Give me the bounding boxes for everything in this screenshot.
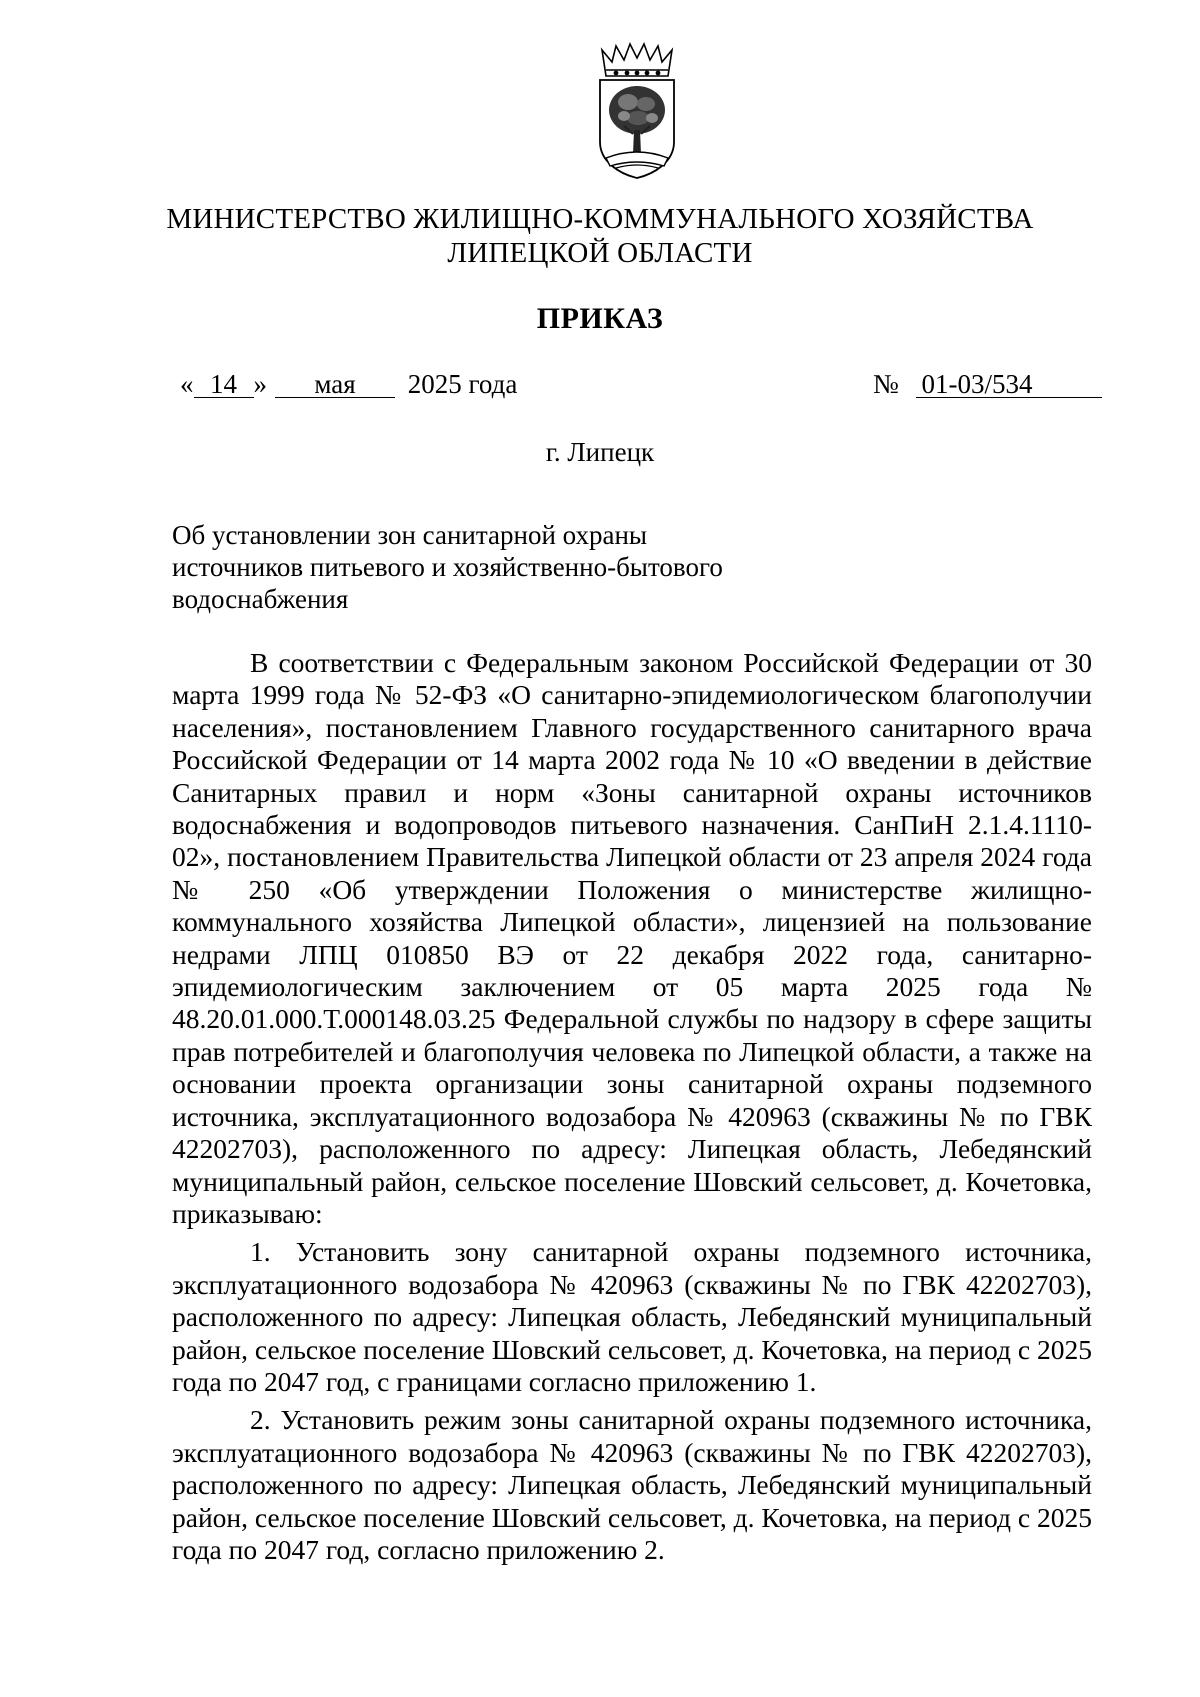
- date-day: 14: [194, 371, 254, 398]
- ministry-name-line1: МИНИСТЕРСТВО ЖИЛИЩНО-КОММУНАЛЬНОГО ХОЗЯЙСТВА: [166, 203, 1034, 235]
- date-year: 2025 года: [407, 369, 518, 399]
- subject-line1: Об установлении зон санитарной охраны: [172, 520, 648, 550]
- subject-line3: водоснабжения: [172, 584, 349, 614]
- ministry-name-line2: ЛИПЕЦКОЙ ОБЛАСТИ: [447, 237, 753, 269]
- crown-icon: [602, 44, 672, 76]
- subject-line2: источников питьевого и хозяйственно-бытового: [172, 552, 723, 582]
- ministry-header: [0, 202, 1200, 270]
- order-date: [180, 369, 517, 400]
- order-item-2: 2. Установить режим зоны санитарной охраны подземного источника, эксплуатационного водозабора № 420963 (скважины № по ГВК 42202703), расположенного по адресу: Липецкая область, Лебедянский муниципальный район, сельское поселение Шовский сельсовет, д. Кочетовка, на период с 2025 года по 2047 год, согласно приложению 2.: [172, 1404, 1092, 1565]
- order-subject: [172, 519, 723, 615]
- date-month: мая: [275, 371, 395, 398]
- number-sign: №: [873, 369, 899, 399]
- lipetsk-coat-of-arms-icon: [594, 42, 680, 182]
- coat-of-arms-graphic: [594, 42, 680, 182]
- order-item-1: 1. Установить зону санитарной охраны подземного источника, эксплуатационного водозабора № 420963 (скважины № по ГВК 42202703), расположенного по адресу: Липецкая область, Лебедянский муниципальный район, сельское поселение Шовский сельсовет, д. Кочетовка, на период с 2025 года по 2047 год, с границами согласно приложению 1.: [172, 1236, 1092, 1397]
- number-value: 01-03/534: [916, 371, 1102, 398]
- document-type-title: ПРИКАЗ: [536, 302, 664, 335]
- city-name: г. Липецк: [545, 437, 655, 467]
- order-body: [172, 647, 1092, 1566]
- order-number: [873, 369, 1102, 400]
- date-open-quote: «: [180, 369, 194, 399]
- preamble-paragraph: В соответствии с Федеральным законом Российской Федерации от 30 марта 1999 года № 52-ФЗ «О санитарно-эпидемиологическом благополучии населения», постановлением Главного государственного санитарного врача Российской Федерации от 14 марта 2002 года № 10 «О введении в действие Санитарных правил и норм «Зоны санитарной охраны источников водоснабжения и водопроводов питьевого назначения. СанПиН 2.1.4.1110-02», постановлением Правительства Липецкой области от 23 апреля 2024 года № 250 «Об утверждении Положения о министерстве жилищно-коммунального хозяйства Липецкой области», лицензией на пользование недрами ЛПЦ 010850 ВЭ от 22 декабря 2022 года, санитарно-эпидемиологическим заключением от 05 марта 2025 года № 48.20.01.000.Т.000148.03.25 Федеральной службы по надзору в сфере защиты прав потребителей и благополучия человека по Липецкой области, а также на основании проекта организации зоны санитарной охраны подземного источника, эксплуатационного водозабора № 420963 (скважины № по ГВК 42202703), расположенного по адресу: Липецкая область, Лебедянский муниципальный район, сельское поселение Шовский сельсовет, д. Кочетовка, приказываю:: [172, 647, 1092, 1229]
- date-close-quote: »: [253, 369, 267, 399]
